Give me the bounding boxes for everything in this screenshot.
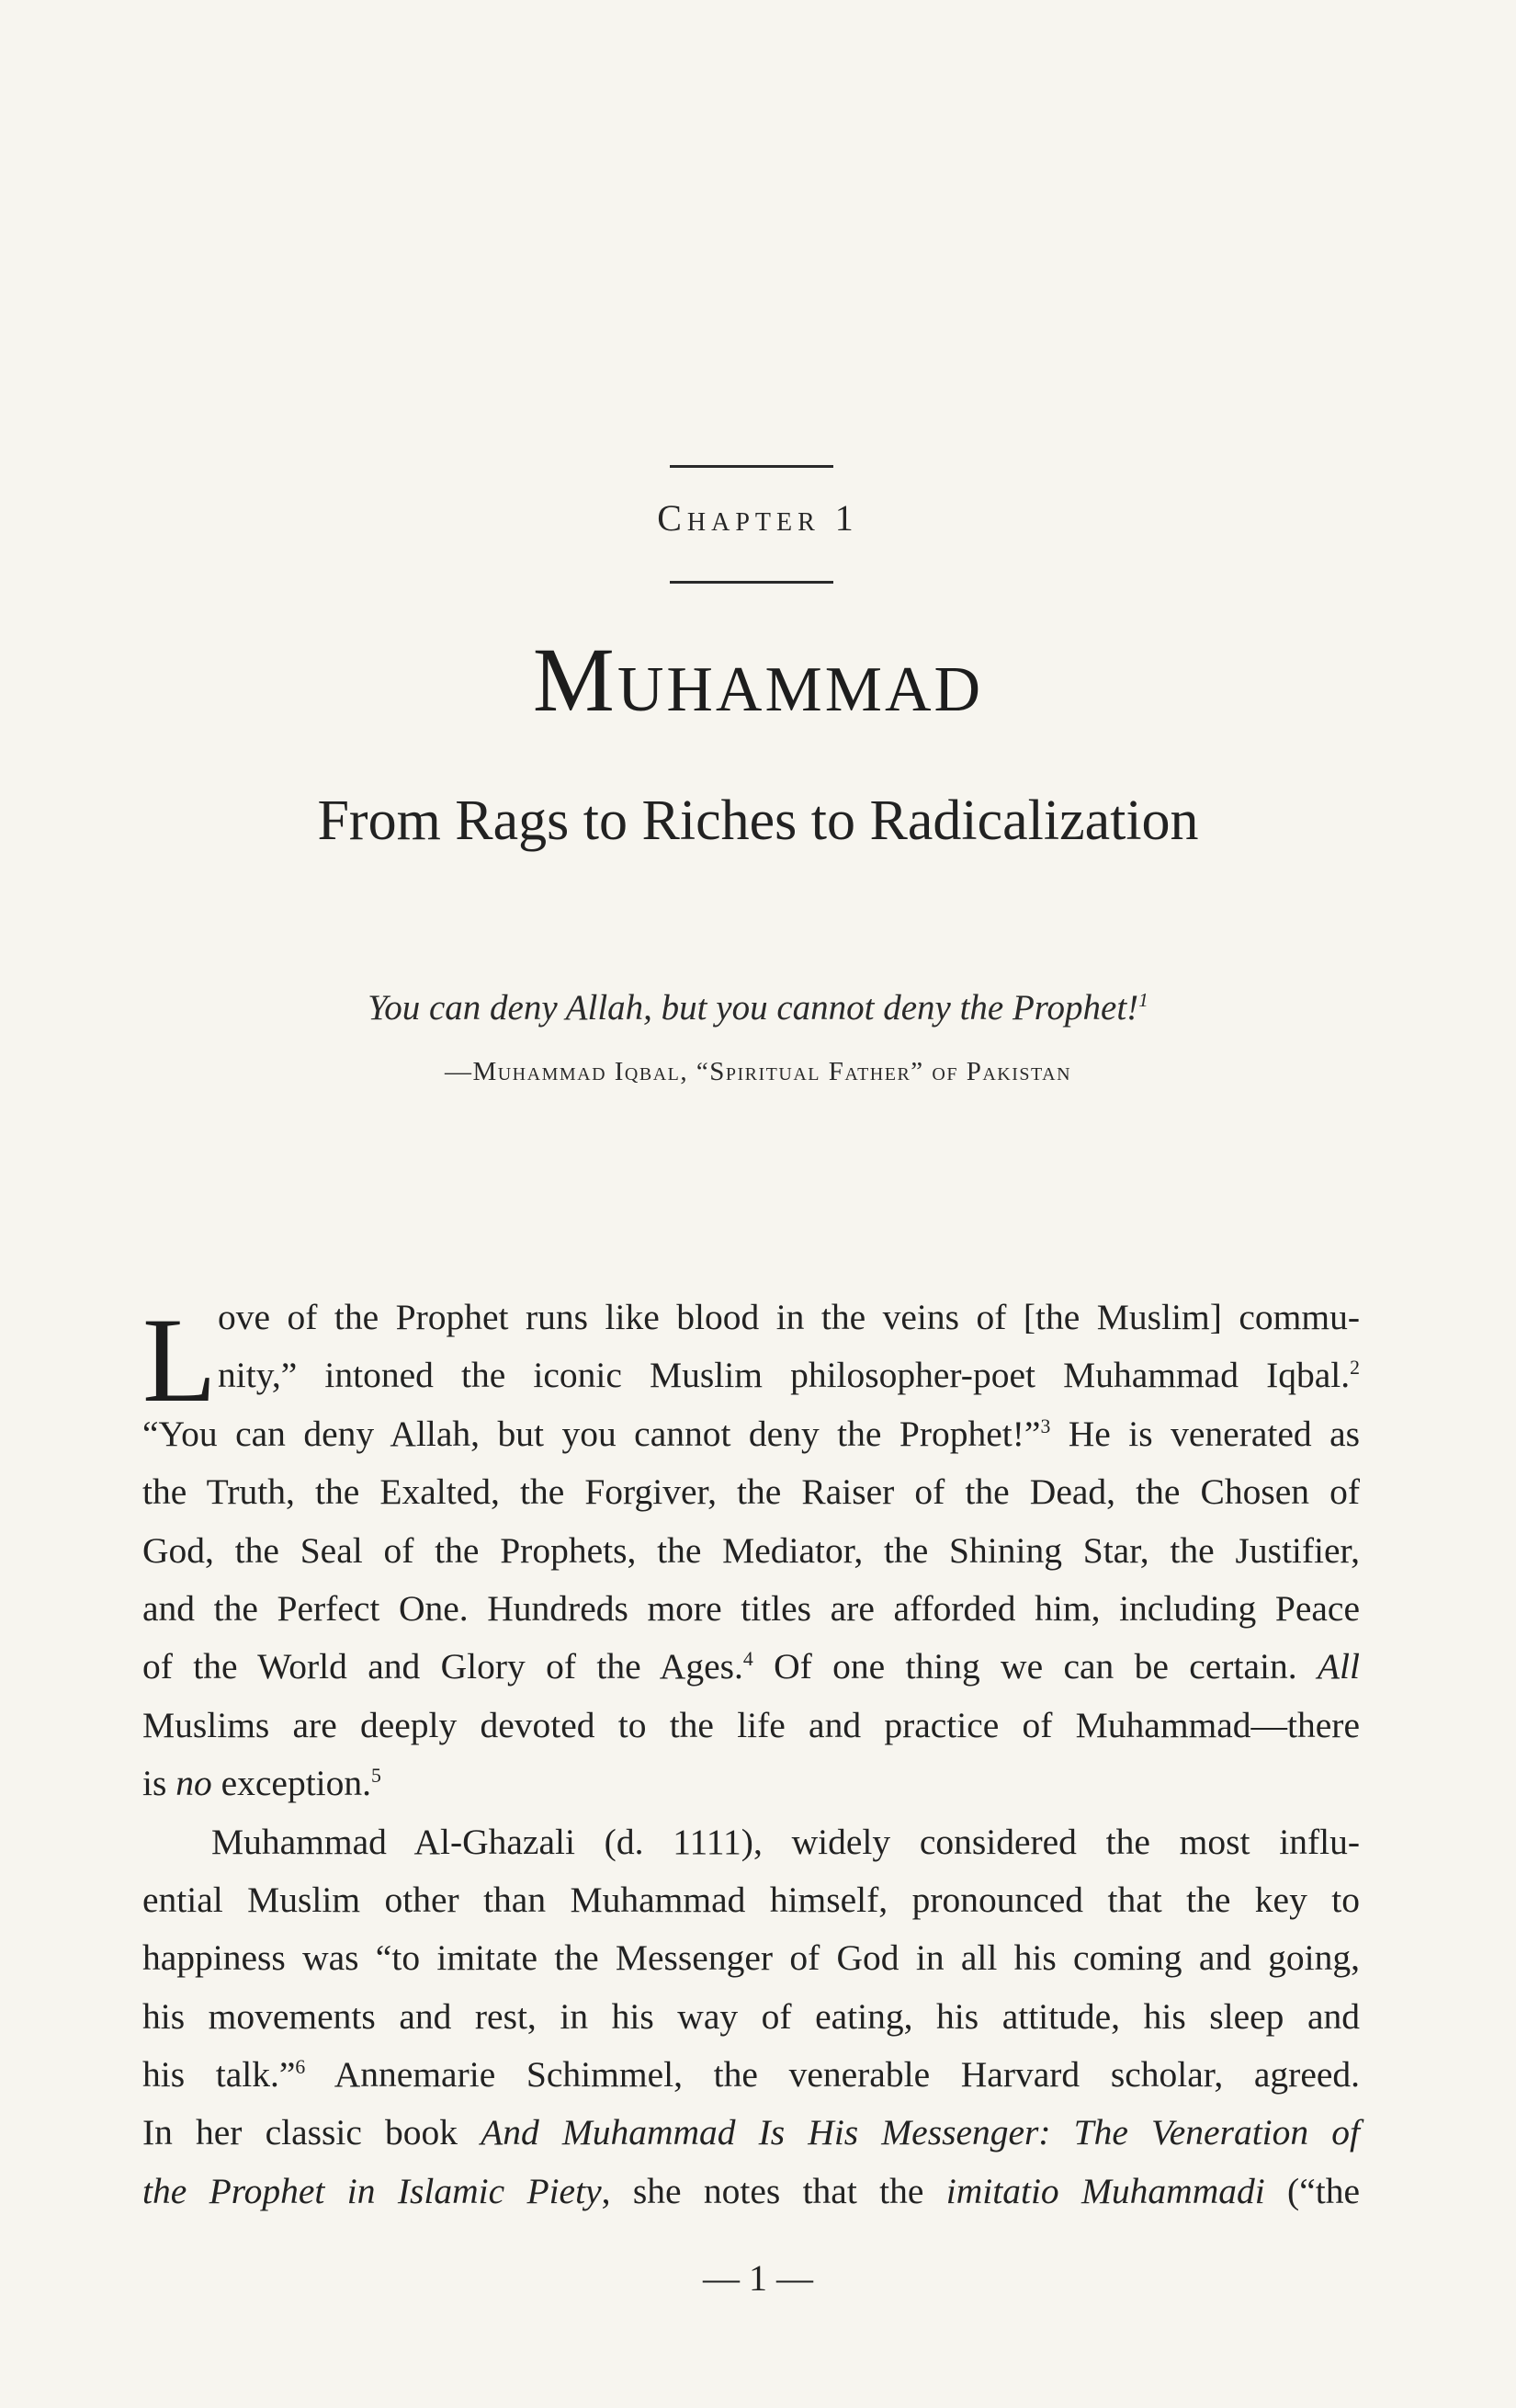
italic-span: And Muhammad Is His Messenger: The Veneration of (481, 2112, 1360, 2153)
text-line (142, 1346, 1360, 1404)
italic-span: imitatio Muhammadi (945, 2170, 1265, 2211)
text-span: Of one thing we can be certain. (752, 1646, 1318, 1687)
text-line: Muhammad Al-Ghazali (d. 1111), widely considered the most influ- (211, 1821, 1360, 1862)
footnote-ref: 4 (742, 1648, 753, 1671)
text-span: nity,” intoned the iconic Muslim philosopher-poet Muhammad Iqbal. (218, 1355, 1351, 1396)
epigraph-quote-text: You can deny Allah, but you cannot deny the Prophet! (368, 988, 1139, 1028)
chapter-subtitle: From Rags to Riches to Radicalization (317, 789, 1199, 852)
text-line (142, 1405, 1360, 1463)
epigraph-attribution: —Muhammad Iqbal, “Spiritual Father” of Pakistan (444, 1057, 1072, 1086)
footnote-ref: 5 (371, 1764, 381, 1787)
chapter-title: Muhammad (532, 629, 984, 731)
italic-span: All (1317, 1646, 1360, 1687)
text-span: Annemarie Schimmel, the venerable Harvard scholar, agreed. (305, 2054, 1361, 2096)
text-span: In her classic book (142, 2112, 481, 2153)
text-line (142, 1638, 1360, 1696)
text-line (142, 2163, 1360, 2221)
text-span: his talk.” (142, 2054, 296, 2096)
text-line: and the Perfect One. Hundreds more titles are afforded him, including Peace (142, 1587, 1360, 1629)
footnote-ref: 2 (1350, 1357, 1360, 1380)
top-rule (670, 465, 833, 468)
text-line (142, 2104, 1360, 2162)
page-number: — 1 — (703, 2257, 813, 2299)
text-span: “You can deny Allah, but you cannot deny the Prophet!” (142, 1413, 1041, 1454)
text-line: his movements and rest, in his way of eating, his attitude, his sleep and (142, 1995, 1360, 2037)
text-line: ove of the Prophet runs like blood in the veins of [the Muslim] commu- (218, 1297, 1360, 1337)
text-line: happiness was “to imitate the Messenger of God in all his coming and going, (142, 1937, 1360, 1979)
epigraph-quote (0, 987, 1516, 1028)
footnote-ref: 3 (1040, 1414, 1051, 1437)
bottom-rule (670, 581, 833, 584)
footnote-ref: 1 (1138, 989, 1148, 1011)
text-span: , she notes that the (601, 2170, 946, 2211)
italic-span: the Prophet in Islamic Piety (142, 2170, 602, 2211)
chapter-label: Chapter 1 (657, 497, 859, 539)
text-span: He is venerated as (1050, 1413, 1360, 1454)
italic-span: no (175, 1763, 212, 1804)
drop-cap: L (142, 1292, 217, 1427)
text-line (142, 2046, 1360, 2104)
text-span: is (142, 1763, 176, 1804)
text-line: the Truth, the Exalted, the Forgiver, the Raiser of the Dead, the Chosen of (142, 1471, 1360, 1513)
text-span: of the World and Glory of the Ages. (142, 1646, 743, 1687)
text-span: exception. (211, 1763, 372, 1804)
text-line (142, 1755, 1360, 1812)
footnote-ref: 6 (295, 2055, 306, 2078)
text-line: God, the Seal of the Prophets, the Mediator, the Shining Star, the Justifier, (142, 1529, 1360, 1571)
body-text (142, 1289, 1360, 2221)
text-line: ential Muslim other than Muhammad himself, pronounced that the key to (142, 1879, 1360, 1920)
text-line: Muslims are deeply devoted to the life and practice of Muhammad—there (142, 1704, 1360, 1745)
text-span: (“the (1264, 2170, 1360, 2211)
